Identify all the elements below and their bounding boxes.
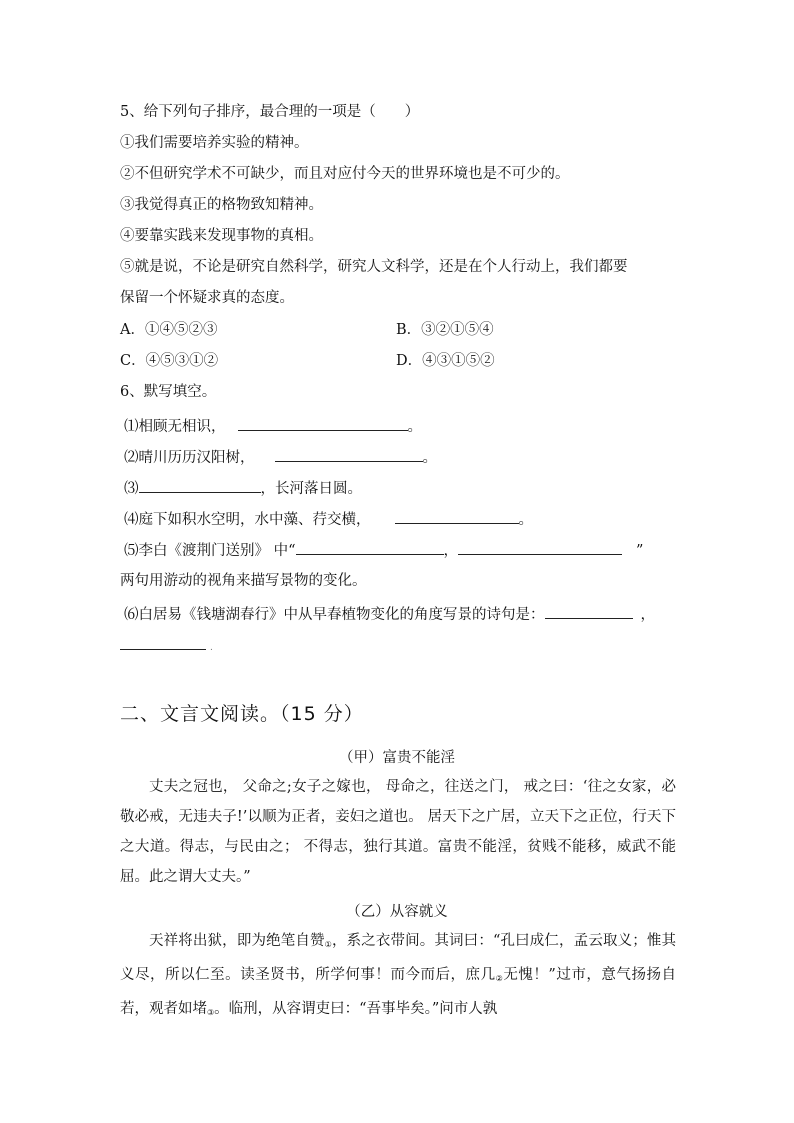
q6-item-6-prefix: ⑹白居易《钱塘湖春行》中从早春植物变化的角度写景的诗句是：	[124, 607, 545, 623]
q6-item-4-suffix: 。	[518, 512, 533, 528]
q6-item-5-prefix: ⑸李白《渡荆门送别》 中“	[124, 543, 296, 559]
passage-b-part-2: ，系之衣带间。其词曰：“孔曰成仁，孟云取义；惟其义尽，所以仁至。读圣贤书，所学何事！而今而后，庶几	[120, 933, 676, 983]
q5-sentence-4: ④要靠实践来发现事物的真相。	[120, 228, 323, 244]
q5-sentence-5b: 保留一个怀疑求真的态度。	[120, 290, 294, 306]
q6-item-3-blank[interactable]	[139, 478, 261, 493]
q6-item-1-blank[interactable]	[238, 416, 408, 431]
q5-option-c: C．④⑤③①②	[120, 353, 219, 369]
q6-item-5-blank-2[interactable]	[458, 540, 622, 555]
q5-sentence-3: ③我觉得真正的格物致知精神。	[120, 197, 323, 213]
q6-item-1	[124, 416, 422, 437]
q6-item-5-comma: ，	[443, 543, 459, 559]
q6-item-5-continuation: 两句用游动的视角来描写景物的变化。	[120, 573, 367, 589]
q6-item-3-prefix: ⑶	[124, 481, 139, 497]
q5-sentence-1: ①我们需要培养实验的精神。	[120, 135, 309, 151]
passage-b-title: （乙）从容就义	[346, 904, 448, 920]
q6-item-6-blank-2[interactable]	[120, 635, 206, 650]
section-2-heading: 二、文言文阅读。（15 分）	[120, 703, 364, 725]
passage-b-part-4: 。临刑，从容谓吏曰：“吾事毕矣。”问市人孰	[214, 1001, 498, 1017]
q6-item-2-blank[interactable]	[275, 447, 423, 462]
passage-b-part-3: 无愧！”过市，意气扬扬自若，观者如堵	[120, 967, 677, 1017]
q6-item-2-suffix: 。	[422, 450, 437, 466]
q5-stem: 5、给下列句子排序，最合理的一项是（ ）	[120, 104, 420, 120]
footnote-marker-1: ①	[324, 940, 332, 949]
q5-option-d: D．④③①⑤②	[396, 353, 495, 369]
q6-item-4	[124, 509, 533, 530]
q6-item-5-quote: ”	[636, 543, 644, 559]
passage-b	[120, 926, 676, 1028]
q6-item-6-comma: ，	[640, 607, 655, 623]
q6-item-5	[124, 540, 643, 561]
q6-item-6	[124, 604, 655, 625]
q6-item-2	[124, 447, 437, 468]
passage-a-title: （甲）富贵不能淫	[339, 750, 455, 766]
q6-item-3-suffix: ，长河落日圆。	[260, 481, 362, 497]
footnote-marker-2: ②	[495, 974, 504, 983]
q5-option-b: B．③②①⑤④	[396, 322, 494, 338]
footnote-marker-3: ③	[207, 1008, 215, 1017]
passage-a	[120, 772, 676, 892]
q5-option-a: A．①④⑤②③	[120, 322, 218, 338]
q6-stem: 6、默写填空。	[120, 384, 217, 400]
q6-item-6-line-2	[120, 635, 213, 658]
q5-sentence-5a: ⑤就是说，不论是研究自然科学，研究人文科学，还是在个人行动上，我们都要	[120, 259, 628, 275]
passage-a-text: 丈夫之冠也， 父命之;女子之嫁也， 母命之，往送之门， 戒之曰：‘往之女家，必敬必戒，无违夫子!’以顺为正者，妾妇之道也。 居天下之广居，立天下之正位，行天下之大道。得志，与民由之； 不得志，独行其道。富贵不能淫，贫贱不能移，威武不能屈。此之谓大丈夫。”	[120, 779, 676, 885]
q6-item-5-blank-1[interactable]	[296, 540, 444, 555]
q6-item-3	[124, 478, 362, 499]
q6-item-4-blank[interactable]	[395, 509, 519, 524]
passage-b-text	[120, 926, 676, 1028]
q6-item-1-prefix: ⑴相顾无相识，	[124, 419, 226, 435]
q6-item-6-end-mark: .	[210, 643, 213, 653]
q6-item-6-blank-1[interactable]	[545, 604, 633, 619]
q6-item-1-suffix: 。	[407, 419, 422, 435]
q6-item-4-prefix: ⑷庭下如积水空明，水中藻、荇交横，	[124, 512, 371, 528]
q5-sentence-2: ②不但研究学术不可缺少，而且对应付今天的世界环境也是不可少的。	[120, 166, 570, 182]
passage-b-part-1: 天祥将出狱，即为绝笔自赞	[149, 933, 325, 949]
q6-item-2-prefix: ⑵晴川历历汉阳树，	[124, 450, 255, 466]
